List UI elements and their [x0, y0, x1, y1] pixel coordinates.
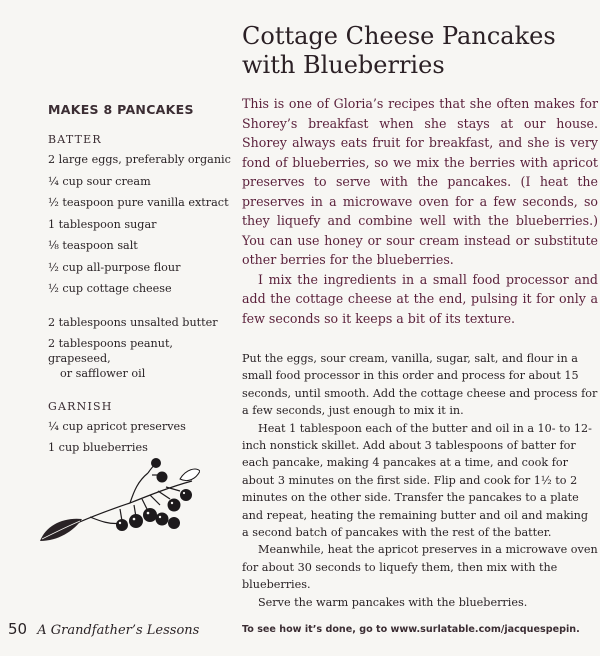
recipe-title: [242, 22, 598, 80]
method-steps: [242, 350, 598, 611]
ingredient-item: ¼ cup sour cream: [48, 174, 151, 188]
method-paragraph: Meanwhile, heat the apricot preserves in a microwave oven for about 30 seconds to liquefy them, then mix with the blueberries.: [242, 543, 598, 592]
ingredient-line-continued: or safflower oil: [60, 367, 146, 380]
yield-heading: MAKES 8 PANCAKES: [48, 102, 194, 117]
headnote: [242, 94, 598, 328]
title-line-1: Cottage Cheese Pancakes: [242, 22, 556, 50]
recipe-column: [242, 22, 598, 635]
garnish-label: GARNISH: [48, 399, 113, 413]
ingredient-item: [48, 336, 238, 381]
ingredient-line: 2 tablespoons peanut, grapeseed,: [48, 337, 173, 365]
ingredient-item: 2 large eggs, preferably organic: [48, 153, 231, 166]
ingredient-item: ½ cup all-purpose flour: [48, 260, 181, 274]
blueberry-sprig-icon: [30, 455, 200, 545]
ingredient-item: ½ cup cottage cheese: [48, 282, 172, 295]
ingredients-column: [48, 102, 238, 462]
ingredient-item: 1 tablespoon sugar: [48, 217, 157, 231]
headnote-paragraph: This is one of Gloria’s recipes that she often makes for Shorey’s breakfast when she stays at our house. Shorey always eats fruit for breakfast, and she is very fond of blueberries, so we mix the berries with apricot preserves to serve with the pancakes. (I heat the preserves in a microwave oven for a few seconds, so they liquefy and combine well with the blueberries.) You can use honey or sour cream instead or substitute other berries for the blueberries.: [242, 96, 598, 267]
page-footer: [8, 620, 199, 638]
book-title: A Grandfather’s Lessons: [37, 623, 200, 638]
method-paragraph: Heat 1 tablespoon each of the butter and oil in a 10- to 12-inch nonstick skillet. Add about 3 tablespoons of batter for each pancake, making 4 pancakes at a time, and cook for about 3 minutes on the first side. Flip and cook for 1½ to 2 minutes on the other side. Transfer the pancakes to a plate and repeat, heating the remaining butter and oil and making a second batch of pancakes with the rest of the batter.: [242, 421, 592, 540]
page-number: 50: [8, 620, 28, 638]
ingredient-item: 1 cup blueberries: [48, 441, 148, 454]
ingredient-item: ⅛ teaspoon salt: [48, 239, 138, 252]
headnote-paragraph: I mix the ingredients in a small food processor and add the cottage cheese at the end, pulsing it for only a few seconds so it keeps a bit of its texture.: [242, 271, 598, 326]
ingredient-item: ½ teaspoon pure vanilla extract: [48, 196, 229, 209]
method-paragraph: Serve the warm pancakes with the blueberries.: [258, 595, 528, 609]
batter-label: BATTER: [48, 133, 102, 146]
title-line-2: with Blueberries: [242, 51, 445, 79]
ingredient-item: 2 tablespoons unsalted butter: [48, 315, 218, 329]
ingredient-item: ¼ cup apricot preserves: [48, 419, 186, 433]
video-link-note: To see how it’s done, go to www.surlatable.com/jacquespepin.: [242, 624, 580, 636]
method-paragraph: Put the eggs, sour cream, vanilla, sugar, salt, and flour in a small food processor in this order and process for about 15 seconds, until smooth. Add the cottage cheese and process for a few seconds, just enough to mix it in.: [242, 352, 598, 418]
